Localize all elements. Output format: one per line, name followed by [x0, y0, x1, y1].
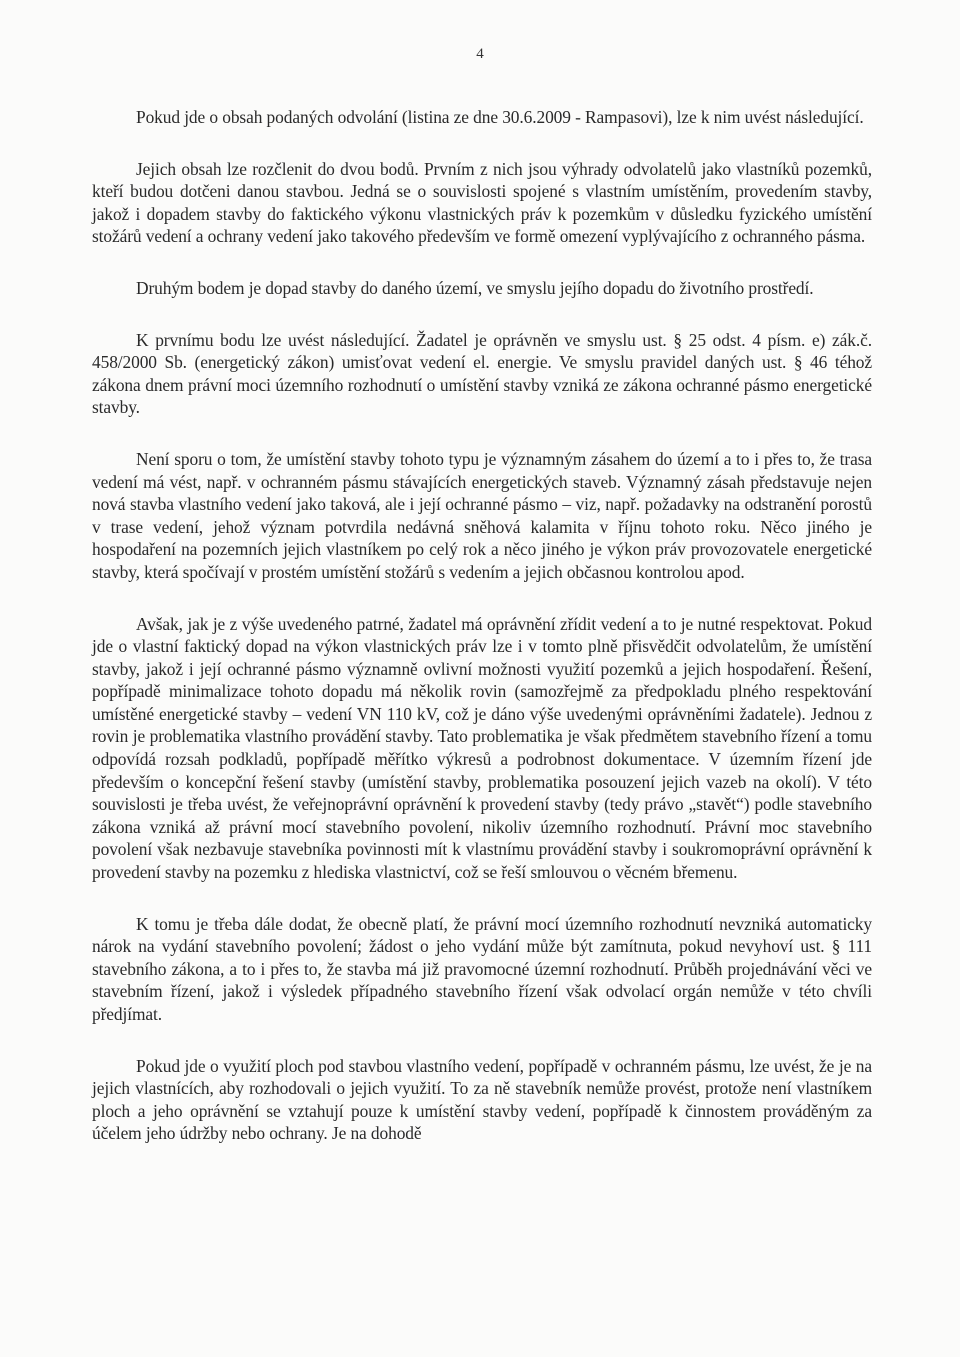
paragraph-intro: Pokud jde o obsah podaných odvolání (listina ze dne 30.6.2009 - Rampasovi), lze k nim uvést následující.: [136, 107, 864, 127]
page-number: 4: [476, 46, 484, 62]
paragraph-energy-law: K prvnímu bodu lze uvést následující. Žadatel je oprávněn ve smyslu ust. § 25 odst. 4 písm. e) zák.č. 458/2000 Sb. (energetický zákon) umisťovat vedení el. energie. Ve smyslu pravidel daných ust. § 46 téhož zákona dnem právní moci územního rozhodnutí o umístění stavby vzniká ze zákona ochranné pásmo energetické stavby.: [92, 329, 872, 418]
paragraph-land-use: Pokud jde o využití ploch pod stavbou vlastního vedení, popřípadě v ochranném pásmu, lze uvést, že je na jejich vlastnících, aby rozhodovali o jejich využití. To za ně stavebník nemůže provést, protože není vlastníkem ploch a jeho oprávnění se vztahují pouze k umístění stavby vedení, popřípadě k činnostem prováděným za účelem jeho údržby nebo ochrany. Je na dohodě: [92, 1055, 872, 1144]
paragraph-first-point: Jejich obsah lze rozčlenit do dvou bodů. Prvním z nich jsou výhrady odvolatelů jako vlastníků pozemků, kteří budou dotčeni danou stavbou. Jedná se o souvislosti spojené s vlastním umístěním, provedením stavby, jakož i dopadem stavby do faktického výkonu vlastnických práv k pozemkům v důsledku fyzického umístění stožárů vedení a ochrany vedení jako takového především ve formě omezení vyplývajícího z ochranného pásma.: [92, 158, 872, 247]
paragraph-second-point: Druhým bodem je dopad stavby do daného území, ve smyslu jejího dopadu do životního prostředí.: [136, 277, 814, 298]
paragraph-however: Avšak, jak je z výše uvedeného patrné, žadatel má oprávnění zřídit vedení a to je nutné respektovat. Pokud jde o vlastní faktický dopad na výkon vlastnických práv lze i v tomto plně přisvědčit odvolatelům, že umístění stavby, jakož i její ochranné pásmo významně ovlivní možnosti využití pozemků a jejich hospodaření. Řešení, popřípadě minimalizace tohoto dopadu má několik rovin (samozřejmě za předpokladu plného respektování umístěné energetické stavby – vedení VN 110 kV, což je dáno výše uvedenými oprávněními žadatele). Jednou z rovin je problematika vlastního provádění stavby. Tato problematika je však předmětem stavebního řízení a tomu odpovídá rozsah podkladů, popřípadě měřítko výkresů a podrobnost dokumentace. V územním řízení jde především o koncepční řešení stavby (umístění stavby, problematika posouzení jejich vazeb na okolí). V této souvislosti je třeba uvést, že veřejnoprávní oprávnění k provedení stavby (tedy právo „stavět“) podle stavebního zákona vzniká až právní mocí stavebního povolení, nikoliv územního rozhodnutí. Právní moc stavebního povolení však nezbavuje stavebníka povinnosti mít k vlastnímu provádění stavby i soukromoprávní oprávnění k provedení stavby na pozemku z hlediska vlastnictví, což se řeší smlouvou o věcném břemenu.: [92, 613, 872, 883]
paragraph-additionally: K tomu je třeba dále dodat, že obecně platí, že právní mocí územního rozhodnutí nevzniká automaticky nárok na vydání stavebního povolení; žádost o jeho vydání může být zamítnuta, pokud nevyhoví ust. § 111 stavebního zákona, a to i přes to, že stavba má již pravomocné územní rozhodnutí. Průběh projednávání věci ve stavebním řízení, jakož i výsledek případného stavebního řízení však odvolací orgán nemůže v této chvíli předjímat.: [92, 913, 872, 1024]
paragraph-significant-intervention: Není sporu o tom, že umístění stavby tohoto typu je významným zásahem do území a to i přes to, že trasa vedení má vést, např. v ochranném pásmu stávajících energetických staveb. Významný zásah představuje nejen nová stavba vlastního vedení jako taková, ale i její ochranné pásmo – viz, např. požadavky na odstranění porostů v trase vedení, jehož význam potvrdila nedávná sněhová kalamita v říjnu tohoto roku. Něco jiného je hospodaření na pozemních jejich vlastníkem po celý rok a něco jiného je výkon práv provozovatele energetické stavby, která spočívají v prostém umístění stožárů s vedením a jejich občasnou kontrolou apod.: [92, 448, 872, 582]
document-body: [92, 106, 872, 1174]
